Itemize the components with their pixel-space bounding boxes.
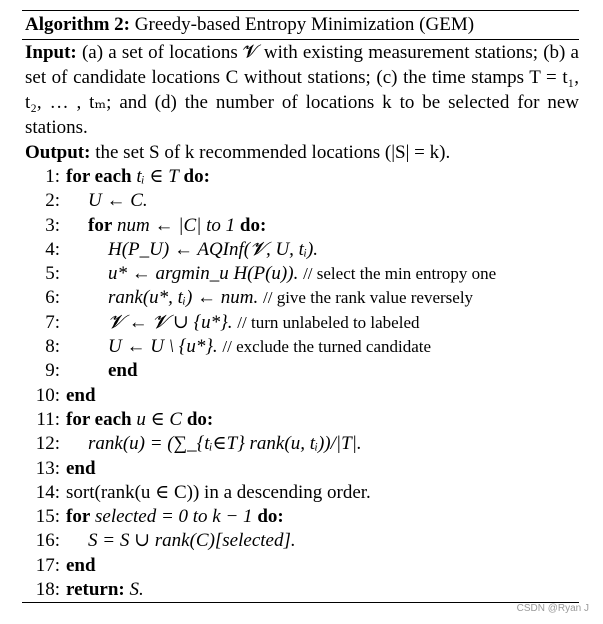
keyword-do: do: (183, 166, 210, 187)
line-text: S = S ∪ rank(C)[selected]. (88, 530, 296, 552)
algorithm-line-17 (22, 554, 579, 578)
output-text: the set S of k recommended locations (|S| = k). (95, 142, 451, 163)
keyword-do: do: (257, 506, 284, 528)
algorithm-box (22, 10, 579, 603)
keyword: for (66, 506, 91, 528)
algorithm-line-14 (22, 481, 579, 505)
algorithm-line-13 (22, 457, 579, 481)
line-comment: // select the min entropy one (303, 264, 497, 284)
output-spec (22, 140, 579, 165)
algorithm-line-1 (22, 165, 579, 189)
algorithm-line-9 (22, 359, 579, 383)
keyword-do: do: (239, 214, 267, 236)
keyword: for each (66, 408, 132, 430)
keyword: end (66, 554, 96, 576)
line-comment: // give the rank value reversely (263, 288, 474, 308)
algorithm-line-7 (22, 311, 579, 335)
algorithm-line-3 (22, 214, 579, 238)
line-text: 𝓥 ← 𝓥 ∪ {u*}. (108, 311, 233, 333)
line-text: U ← U \ {u*}. (108, 336, 218, 358)
line-text: H(P_U) ← AQInf(𝓥, U, tᵢ). (108, 238, 319, 260)
line-text: num ← |C| to 1 (117, 214, 236, 236)
line-number: 7: (45, 311, 60, 333)
line-text: U ← C. (88, 190, 148, 212)
keyword: end (108, 360, 138, 382)
line-number: 3: (45, 214, 60, 236)
input-text: (a) a set of locations 𝓥 with existing measurement stations; (b) a set of candidate locations C without stations; (c) the time stamps T = t₁, t₂, … , tₘ; and (d) the number of locations k to be selected for new stations. (25, 42, 579, 138)
algorithm-line-18 (22, 578, 579, 602)
line-number: 4: (45, 238, 60, 260)
line-number: 11: (36, 408, 60, 430)
line-number: 9: (45, 360, 60, 382)
keyword: for (88, 214, 113, 236)
line-number: 14: (35, 481, 60, 503)
algorithm-line-10 (22, 384, 579, 408)
keyword: end (66, 384, 96, 406)
input-spec (22, 40, 579, 140)
line-text: u ∈ C (136, 408, 183, 430)
line-number: 8: (45, 336, 60, 358)
algorithm-lines (22, 165, 579, 602)
line-number: 18: (35, 579, 60, 601)
line-number: 2: (45, 190, 60, 212)
keyword: for each (66, 166, 132, 187)
line-number: 16: (35, 530, 60, 552)
line-text: tᵢ ∈ T (136, 166, 179, 187)
algorithm-line-11 (22, 408, 579, 432)
line-comment: // exclude the turned candidate (222, 337, 432, 357)
watermark: CSDN @Ryan J (516, 603, 589, 614)
algorithm-line-15 (22, 505, 579, 529)
line-number: 12: (35, 433, 60, 455)
line-number: 15: (35, 506, 60, 528)
algorithm-line-8 (22, 335, 579, 359)
line-number: 13: (35, 457, 60, 479)
line-text: selected = 0 to k − 1 (95, 506, 253, 528)
bottom-rule (22, 602, 579, 603)
line-text: rank(u) = (∑_{tᵢ∈T} rank(u, tᵢ))/|T|. (88, 433, 362, 455)
keyword: end (66, 457, 96, 479)
line-number: 10: (35, 384, 60, 406)
algorithm-line-2 (22, 189, 579, 213)
algorithm-title (22, 11, 579, 39)
line-number: 17: (35, 554, 60, 576)
line-number: 1: (45, 166, 60, 187)
output-label: Output: (25, 142, 91, 163)
line-text: sort(rank(u ∈ C)) in a descending order. (66, 481, 371, 503)
algorithm-line-4 (22, 238, 579, 262)
line-number: 5: (45, 263, 60, 285)
line-number: 6: (45, 287, 60, 309)
algorithm-name: Greedy-based Entropy Minimization (GEM) (134, 14, 475, 35)
algorithm-line-16 (22, 529, 579, 553)
keyword: return: (66, 579, 125, 601)
algorithm-line-12 (22, 432, 579, 456)
keyword-do: do: (186, 408, 214, 430)
line-comment: // turn unlabeled to labeled (237, 312, 420, 332)
line-text: rank(u*, tᵢ) ← num. (108, 287, 259, 309)
algorithm-label: Algorithm 2: (25, 14, 131, 35)
input-label: Input: (25, 42, 77, 63)
line-text: S. (129, 579, 144, 601)
algorithm-line-5 (22, 262, 579, 286)
line-text: u* ← argmin_u H(P(u)). (108, 263, 299, 285)
algorithm-line-6 (22, 286, 579, 310)
